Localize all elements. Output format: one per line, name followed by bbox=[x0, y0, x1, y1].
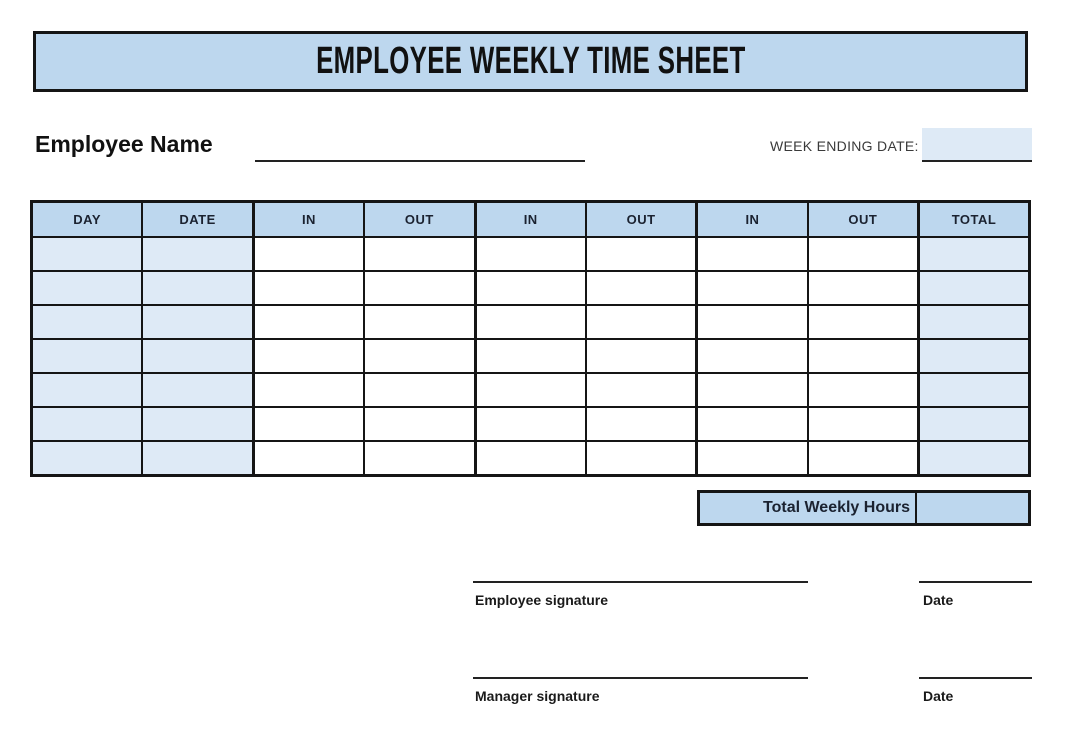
col-header-total: TOTAL bbox=[919, 202, 1030, 238]
cell-in-3[interactable] bbox=[697, 271, 808, 305]
cell-out-2[interactable] bbox=[586, 339, 697, 373]
cell-out-1[interactable] bbox=[364, 407, 475, 441]
title-banner bbox=[33, 31, 1028, 92]
cell-day[interactable] bbox=[32, 271, 143, 305]
cell-out-1[interactable] bbox=[364, 305, 475, 339]
col-header-date: DATE bbox=[142, 202, 253, 238]
week-ending-date-label: WEEK ENDING DATE: bbox=[770, 138, 919, 154]
cell-date[interactable] bbox=[142, 373, 253, 407]
timesheet-header-row bbox=[32, 202, 1030, 238]
total-weekly-hours-value[interactable] bbox=[917, 493, 1028, 523]
manager-signature-line[interactable] bbox=[473, 677, 808, 679]
cell-in-3[interactable] bbox=[697, 441, 808, 476]
cell-day[interactable] bbox=[32, 305, 143, 339]
cell-out-1[interactable] bbox=[364, 339, 475, 373]
cell-in-1[interactable] bbox=[253, 441, 364, 476]
timesheet-body bbox=[32, 237, 1030, 476]
col-header-out-3: OUT bbox=[808, 202, 919, 238]
cell-date[interactable] bbox=[142, 441, 253, 476]
timesheet-row bbox=[32, 237, 1030, 271]
timesheet-row bbox=[32, 305, 1030, 339]
employee-name-label: Employee Name bbox=[35, 131, 213, 157]
cell-in-2[interactable] bbox=[475, 373, 586, 407]
cell-in-1[interactable] bbox=[253, 271, 364, 305]
cell-total[interactable] bbox=[919, 407, 1030, 441]
cell-day[interactable] bbox=[32, 373, 143, 407]
cell-in-1[interactable] bbox=[253, 407, 364, 441]
cell-out-2[interactable] bbox=[586, 441, 697, 476]
cell-out-2[interactable] bbox=[586, 407, 697, 441]
cell-in-3[interactable] bbox=[697, 305, 808, 339]
cell-in-1[interactable] bbox=[253, 373, 364, 407]
cell-in-2[interactable] bbox=[475, 339, 586, 373]
cell-in-2[interactable] bbox=[475, 407, 586, 441]
cell-in-1[interactable] bbox=[253, 339, 364, 373]
cell-in-1[interactable] bbox=[253, 237, 364, 271]
employee-signature-line[interactable] bbox=[473, 581, 808, 583]
cell-out-2[interactable] bbox=[586, 271, 697, 305]
cell-total[interactable] bbox=[919, 237, 1030, 271]
cell-total[interactable] bbox=[919, 373, 1030, 407]
cell-out-1[interactable] bbox=[364, 373, 475, 407]
cell-out-1[interactable] bbox=[364, 441, 475, 476]
col-header-in-1: IN bbox=[253, 202, 364, 238]
cell-out-3[interactable] bbox=[808, 339, 919, 373]
cell-date[interactable] bbox=[142, 339, 253, 373]
employee-date-label: Date bbox=[923, 592, 954, 608]
col-header-in-3: IN bbox=[697, 202, 808, 238]
total-weekly-hours-row bbox=[697, 490, 1031, 526]
cell-out-3[interactable] bbox=[808, 271, 919, 305]
cell-in-3[interactable] bbox=[697, 237, 808, 271]
cell-out-3[interactable] bbox=[808, 373, 919, 407]
col-header-day: DAY bbox=[32, 202, 143, 238]
timesheet-row bbox=[32, 441, 1030, 476]
cell-out-2[interactable] bbox=[586, 305, 697, 339]
cell-out-3[interactable] bbox=[808, 305, 919, 339]
manager-date-line[interactable] bbox=[919, 677, 1032, 679]
cell-out-3[interactable] bbox=[808, 237, 919, 271]
cell-out-3[interactable] bbox=[808, 441, 919, 476]
col-header-out-1: OUT bbox=[364, 202, 475, 238]
cell-out-2[interactable] bbox=[586, 237, 697, 271]
manager-date-label: Date bbox=[923, 688, 954, 704]
cell-day[interactable] bbox=[32, 237, 143, 271]
cell-in-2[interactable] bbox=[475, 271, 586, 305]
cell-out-3[interactable] bbox=[808, 407, 919, 441]
employee-signature-label: Employee signature bbox=[475, 592, 609, 608]
cell-out-1[interactable] bbox=[364, 271, 475, 305]
cell-in-2[interactable] bbox=[475, 441, 586, 476]
cell-out-2[interactable] bbox=[586, 373, 697, 407]
cell-day[interactable] bbox=[32, 339, 143, 373]
timesheet-row bbox=[32, 407, 1030, 441]
cell-total[interactable] bbox=[919, 339, 1030, 373]
cell-out-1[interactable] bbox=[364, 237, 475, 271]
cell-day[interactable] bbox=[32, 407, 143, 441]
cell-in-2[interactable] bbox=[475, 305, 586, 339]
cell-total[interactable] bbox=[919, 441, 1030, 476]
col-header-in-2: IN bbox=[475, 202, 586, 238]
timesheet-row bbox=[32, 271, 1030, 305]
cell-date[interactable] bbox=[142, 237, 253, 271]
cell-total[interactable] bbox=[919, 271, 1030, 305]
timesheet-table bbox=[30, 200, 1031, 477]
cell-day[interactable] bbox=[32, 441, 143, 476]
employee-name-input[interactable] bbox=[255, 160, 585, 162]
col-header-out-2: OUT bbox=[586, 202, 697, 238]
page-title: EMPLOYEE WEEKLY TIME SHEET bbox=[315, 40, 746, 82]
cell-in-1[interactable] bbox=[253, 305, 364, 339]
cell-total[interactable] bbox=[919, 305, 1030, 339]
timesheet-row bbox=[32, 373, 1030, 407]
cell-in-3[interactable] bbox=[697, 339, 808, 373]
cell-date[interactable] bbox=[142, 271, 253, 305]
total-weekly-hours-label: Total Weekly Hours bbox=[700, 493, 917, 523]
cell-date[interactable] bbox=[142, 305, 253, 339]
employee-date-line[interactable] bbox=[919, 581, 1032, 583]
cell-in-3[interactable] bbox=[697, 373, 808, 407]
timesheet-row bbox=[32, 339, 1030, 373]
manager-signature-label: Manager signature bbox=[475, 688, 600, 704]
cell-in-3[interactable] bbox=[697, 407, 808, 441]
cell-date[interactable] bbox=[142, 407, 253, 441]
week-ending-date-input[interactable] bbox=[922, 128, 1032, 162]
cell-in-2[interactable] bbox=[475, 237, 586, 271]
